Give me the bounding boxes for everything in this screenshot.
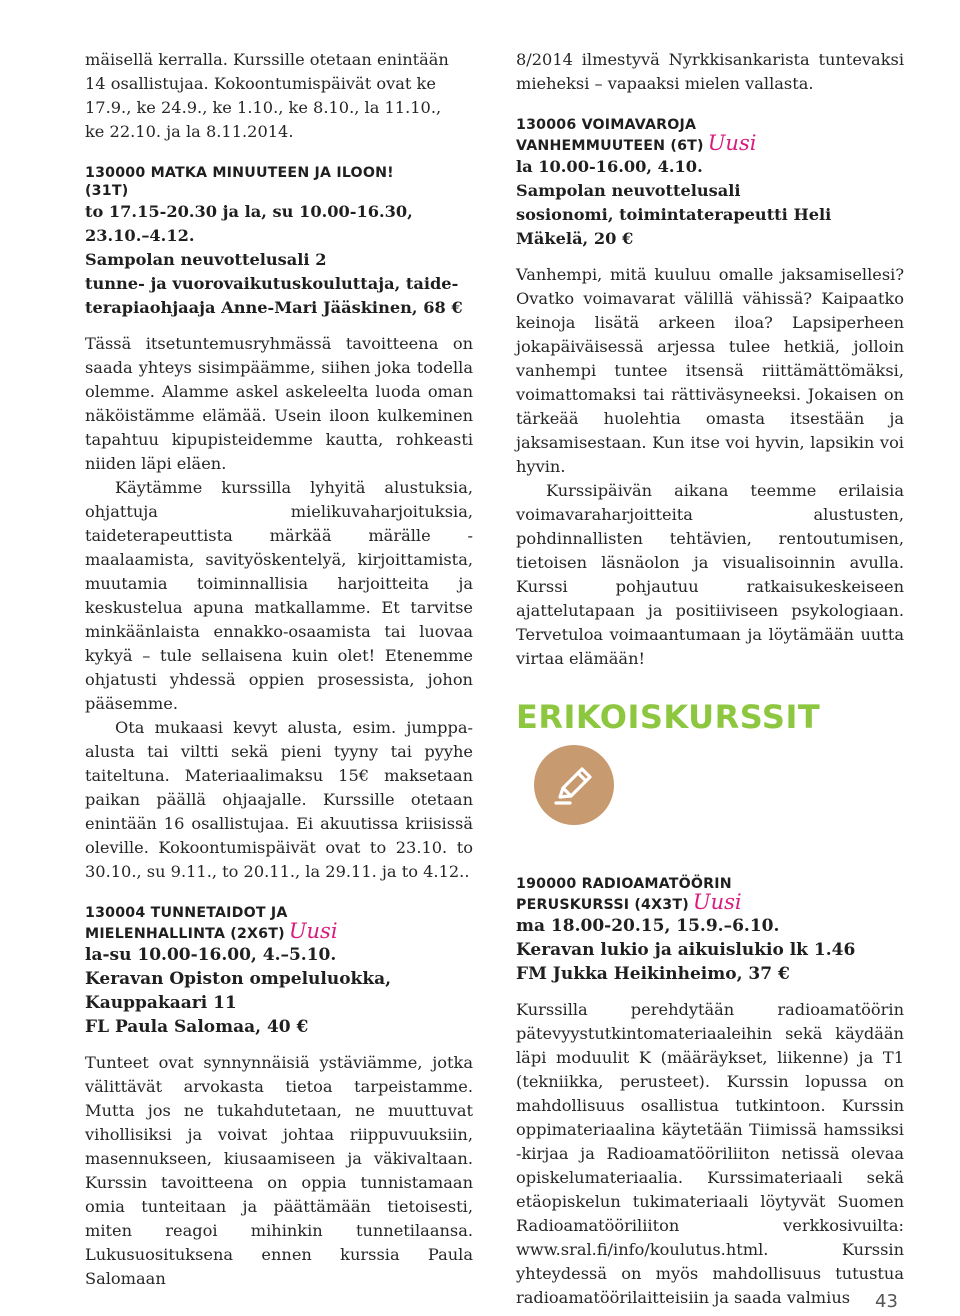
course-190000 xyxy=(516,875,904,1310)
right-column xyxy=(516,48,904,1310)
course-heading: 130004 TUNNETAIDOT JA MIELENHALLINTA (2X6T) Uusi xyxy=(85,905,338,943)
course-description: Tunteet ovat synnynnäisiä ystäviämme, jotka välittävät arvokasta tietoa tarpeistamme. Mutta jos ne tukahdutetaan, ne muuttuvat vihollisiksi ja voivat johtaa riippuvuuksiin, masennukseen, kiusaamiseen ja väkivaltaan. Kurssin tavoitteena on oppia tunnistamaan omia tunteitaan ja päättämään tietoisesti, miten reagoi mihinkin tunnetilaansa. Lukusuosituksena ennen kurssia Paula Salomaan xyxy=(85,1053,473,1288)
course-heading: 130006 VOIMAVAROJA VANHEMMUUTEEN (6T) Uusi xyxy=(516,117,757,155)
course-description: Kurssilla perehdytään radioamatöörin pätevyystutkintomateriaaleihin sekä käydään läpi moduulit K (määräykset, liikenne) ja T1 (tekniikka, perusteet). Kurssin lopussa on mahdollisuus osallistua tutkintoon. Kurssin oppimateriaalina käytetään Tiimissä hamssiksi -kirjaa ja Radioamatööriliiton netissä olevaa opiskelumateriaalia. Kurssimateriaali sekä etäopiskelun tukimateriaali löytyvät Suomen Radioamatööriliiton verkkosivuilta: www.sral.fi/info/koulutus.html. Kurssin yhteydessä on myös mahdollisuus tutustua radioamatöörilaitteisiin ja saada valmius xyxy=(516,1000,904,1307)
course-description: Kurssipäivän aikana teemme erilaisia voimavaraharjoitteita alustusten, pohdinnallisten tehtävien, rentoutumisen, tietoisen läsnäolon ja visualisoinnin avulla. Kurssi pohjautuu ratkaisukeskeiseen ajattelutapaan ja positiiviseen psykologiaan. Tervetuloa voimaantumaan ja löytämään uutta virtaa elämään! xyxy=(516,481,904,668)
course-130006 xyxy=(516,116,904,671)
course-info: la 10.00-16.00, 4.10. Sampolan neuvottelusali sosionomi, toimintaterapeutti Heli Mäkelä, 20 € xyxy=(516,157,832,248)
course-info: la-su 10.00-16.00, 4.–5.10. Keravan Opiston ompeluluokka, Kauppakaari 11 FL Paula Salomaa, 40 € xyxy=(85,945,392,1037)
course-130000 xyxy=(85,164,473,884)
course-description: Vanhempi, mitä kuuluu omalle jaksamisellesi? Ovatko voimavarat välillä vähissä? Kaipaatko keinoja lisätä arkeen iloa? Lapsiperheen jokapäiväisessä arjessa tulee hetkiä, jolloin vanhempi tuntee itsensä riittämättömäksi, voimattomaksi tai rättiväsyneeksi. Jokaisen on tärkeää huolehtia omasta itsestään ja jaksamisestaan. Kun itse voi hyvin, lapsikin voi hyvin. xyxy=(516,265,904,476)
course-description: Käytämme kurssilla lyhyitä alustuksia, ohjattuja mielikuvaharjoituksia, taideterapeuttista märkää märälle -maalaamista, savityöskentelyä, kirjoittamista, muutamia toiminnallisia harjoitteita ja keskustelua apuna matkallamme. Et tarvitse minkäänlaista ennakko-osaamista tai luovaa kykyä – tule sellaisena kuin olet! Etenemme ohjatusti yhdessä oppien prosessista, johon pääsemme. xyxy=(85,478,473,713)
intro-text: 8/2014 ilmestyvä Nyrkkisankarista tuntevaksi mieheksi – vapaaksi mielen vallasta. xyxy=(516,50,904,93)
new-badge: Uusi xyxy=(707,131,757,155)
left-column xyxy=(85,48,473,1291)
course-description: Ota mukaasi kevyt alusta, esim. jumppa-alusta tai viltti sekä pieni tyyny tai pyyhe taiteltuna. Materiaalimaksu 15€ maksetaan paikan päällä ohjaajalle. Kurssille otetaan enintään 16 osallistujaa. Ei akuutissa kriisissä oleville. Kokoontumispäivät ovat to 23.10. to 30.10., su 9.11., to 20.11., la 29.11. ja to 4.12.. xyxy=(85,718,473,881)
section-title: ERIKOISKURSSIT xyxy=(516,698,821,736)
course-heading: 190000 RADIOAMATÖÖRIN PERUSKURSSI (4X3T) Uusi xyxy=(516,876,742,914)
new-badge: Uusi xyxy=(692,890,742,914)
course-info: ma 18.00-20.15, 15.9.–6.10. Keravan lukio ja aikuislukio lk 1.46 FM Jukka Heikinheimo, 37 € xyxy=(516,916,856,984)
course-description: Tässä itsetuntemusryhmässä tavoitteena on saada yhteys sisimpäämme, siihen joka todella olemme. Alamme askel askeleelta luoda oman näköistämme elämää. Usein iloon kulkeminen tapahtuu kipupisteidemme kautta, rohkeasti niiden läpi eläen. xyxy=(85,334,473,473)
intro-text: mäisellä kerralla. Kurssille otetaan enintään 14 osallistujaa. Kokoontumispäivät ovat ke 17.9., ke 24.9., ke 1.10., ke 8.10., la 11.10., ke 22.10. ja la 8.11.2014. xyxy=(85,50,449,141)
course-heading: 130000 MATKA MINUUTEEN JA ILOON! (31T) xyxy=(85,165,394,199)
course-130004 xyxy=(85,904,473,1291)
pencil-icon xyxy=(534,745,614,825)
pencil-icon-graphic xyxy=(548,759,600,811)
new-badge: Uusi xyxy=(288,919,338,943)
page-number: 43 xyxy=(875,1291,898,1312)
course-info: to 17.15-20.30 ja la, su 10.00-16.30, 23.10.–4.12. Sampolan neuvottelusali 2 tunne- ja vuorovaikutuskouluttaja, taide- terapiaohjaaja Anne-Mari Jääskinen, 68 € xyxy=(85,202,463,317)
